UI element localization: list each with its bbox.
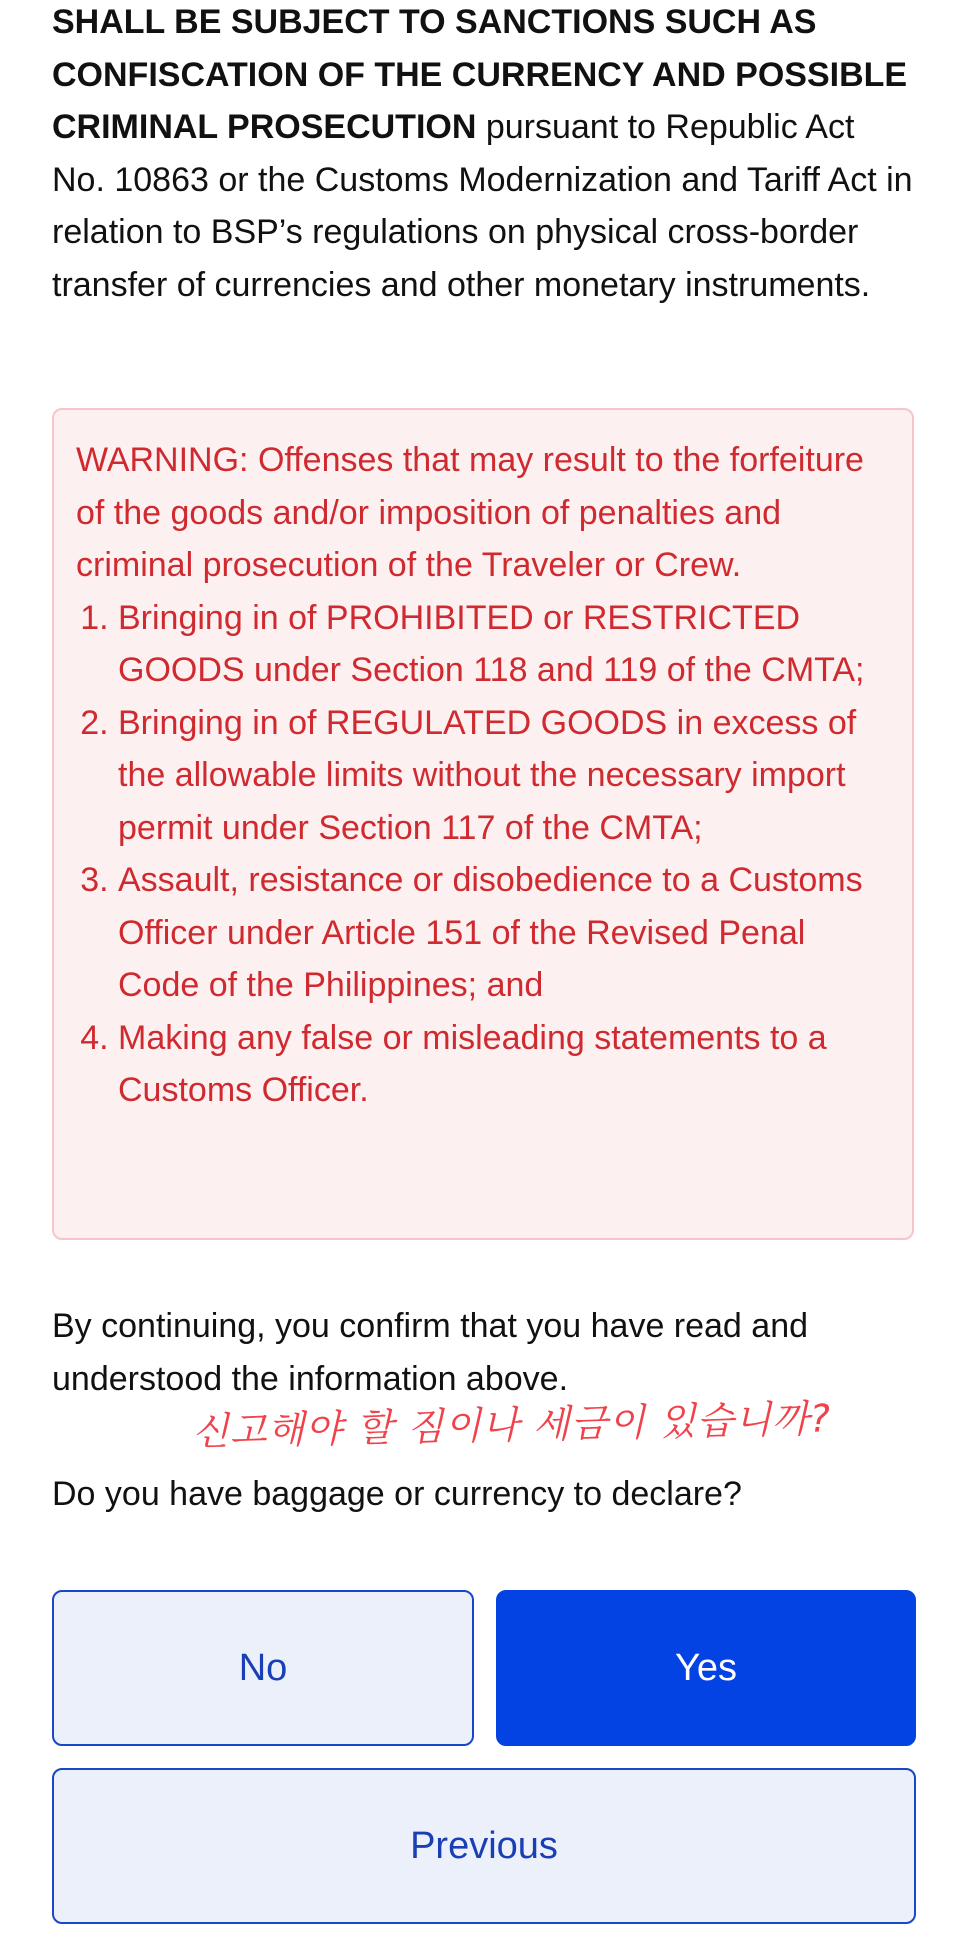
declaration-content (52, 0, 916, 1867)
offense-item: 3. Assault, resistance or disobedience to a Customs Officer under Article 151 of the Revised Penal Code of the Philippines; and (118, 854, 892, 1012)
offenses-list (76, 592, 892, 1117)
offense-item: 2. Bringing in of REGULATED GOODS in excess of the allowable limits without the necessary import permit under Section 117 of the CMTA; (118, 697, 892, 855)
no-button[interactable]: No (52, 1590, 474, 1746)
warning-heading: WARNING: Offenses that may result to the forfeiture of the goods and/or imposition of penalties and criminal prosecution of the Traveler or Crew. (76, 441, 864, 584)
offense-item: 4. Making any false or misleading statements to a Customs Officer. (118, 1012, 892, 1117)
warning-box (52, 408, 914, 1240)
sanctions-rest-text: pursuant to Republic Act No. 10863 or the Customs Modernization and Tariff Act in relation to BSP’s regulations on physical cross-border transfer of currencies and other monetary instruments. (52, 108, 913, 304)
confirmation-text: By continuing, you confirm that you have read and understood the information above. (52, 1307, 809, 1398)
sanctions-bold-text: SHALL BE SUBJECT TO SANCTIONS SUCH AS CONFISCATION OF THE CURRENCY AND POSSIBLE CRIMINAL PROSECUTION (52, 3, 908, 146)
sanctions-paragraph (52, 0, 916, 311)
korean-annotation: 신고해야 할 짐이나 세금이 있습니까? (191, 1396, 832, 1454)
offense-item: 1. Bringing in of PROHIBITED or RESTRICTED GOODS under Section 118 and 119 of the CMTA; (118, 592, 892, 697)
previous-button[interactable]: Previous (52, 1768, 916, 1924)
declare-question: Do you have baggage or currency to declare? (52, 1475, 742, 1513)
yes-button[interactable]: Yes (496, 1590, 916, 1746)
